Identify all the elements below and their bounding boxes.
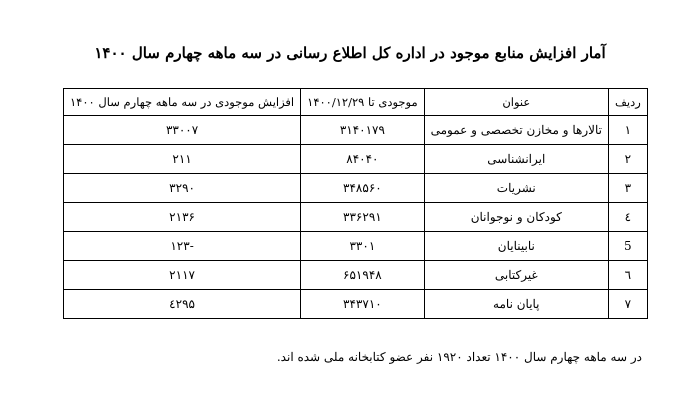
table-row [64, 145, 648, 174]
resources-table [63, 88, 648, 319]
cell-onvan: غیرکتابی [424, 261, 608, 290]
cell-afzayesh: ٤۲۹۵ [64, 290, 301, 319]
cell-onvan: نشریات [424, 174, 608, 203]
cell-mojudi: ۳۴۳۷۱۰ [301, 290, 424, 319]
cell-onvan: کودکان و نوجوانان [424, 203, 608, 232]
table-header-row [64, 89, 648, 116]
cell-afzayesh: ۲۱۱۷ [64, 261, 301, 290]
cell-mojudi: ۳۴۸۵۶۰ [301, 174, 424, 203]
cell-mojudi: ۶۵۱۹۴۸ [301, 261, 424, 290]
header-afzayesh: افزایش موجودی در سه ماهه چهارم سال ۱۴۰۰ [64, 89, 301, 116]
table-row [64, 203, 648, 232]
cell-mojudi: ۳۱۴۰۱۷۹ [301, 116, 424, 145]
cell-onvan: تالارها و مخازن تخصصی و عمومی [424, 116, 608, 145]
table-row [64, 174, 648, 203]
cell-mojudi: ۳۳۶۲۹۱ [301, 203, 424, 232]
cell-radif: ۲ [608, 145, 647, 174]
cell-mojudi: ۸۴۰۴۰ [301, 145, 424, 174]
cell-afzayesh: ۳۳۰۰۷ [64, 116, 301, 145]
cell-onvan: ایرانشناسی [424, 145, 608, 174]
table-row [64, 261, 648, 290]
cell-radif: ۷ [608, 290, 647, 319]
cell-afzayesh: ۲۱۱ [64, 145, 301, 174]
header-onvan: عنوان [424, 89, 608, 116]
table-row [64, 290, 648, 319]
header-mojudi: موجودی تا ۱۴۰۰/۱۲/۲۹ [301, 89, 424, 116]
cell-radif: ۳ [608, 174, 647, 203]
cell-onvan: پایان نامه [424, 290, 608, 319]
cell-radif: ٤ [608, 203, 647, 232]
cell-afzayesh: ۳۲۹۰ [64, 174, 301, 203]
document-title: آمار افزایش منابع موجود در اداره کل اطلاع رسانی در سه ماهه چهارم سال ۱۴۰۰ [94, 44, 606, 62]
cell-radif: 5 [608, 232, 647, 261]
header-radif: ردیف [608, 89, 647, 116]
cell-radif: ٦ [608, 261, 647, 290]
table-row [64, 232, 648, 261]
footnote: در سه ماهه چهارم سال ۱۴۰۰ تعداد ۱۹۲۰ نفر عضو کتابخانه ملی شده اند. [276, 350, 642, 364]
cell-mojudi: ۳۳۰۱ [301, 232, 424, 261]
cell-radif: ۱ [608, 116, 647, 145]
cell-afzayesh: -۱۲۳ [64, 232, 301, 261]
cell-afzayesh: ۲۱۳۶ [64, 203, 301, 232]
table-row [64, 116, 648, 145]
cell-onvan: نابینایان [424, 232, 608, 261]
